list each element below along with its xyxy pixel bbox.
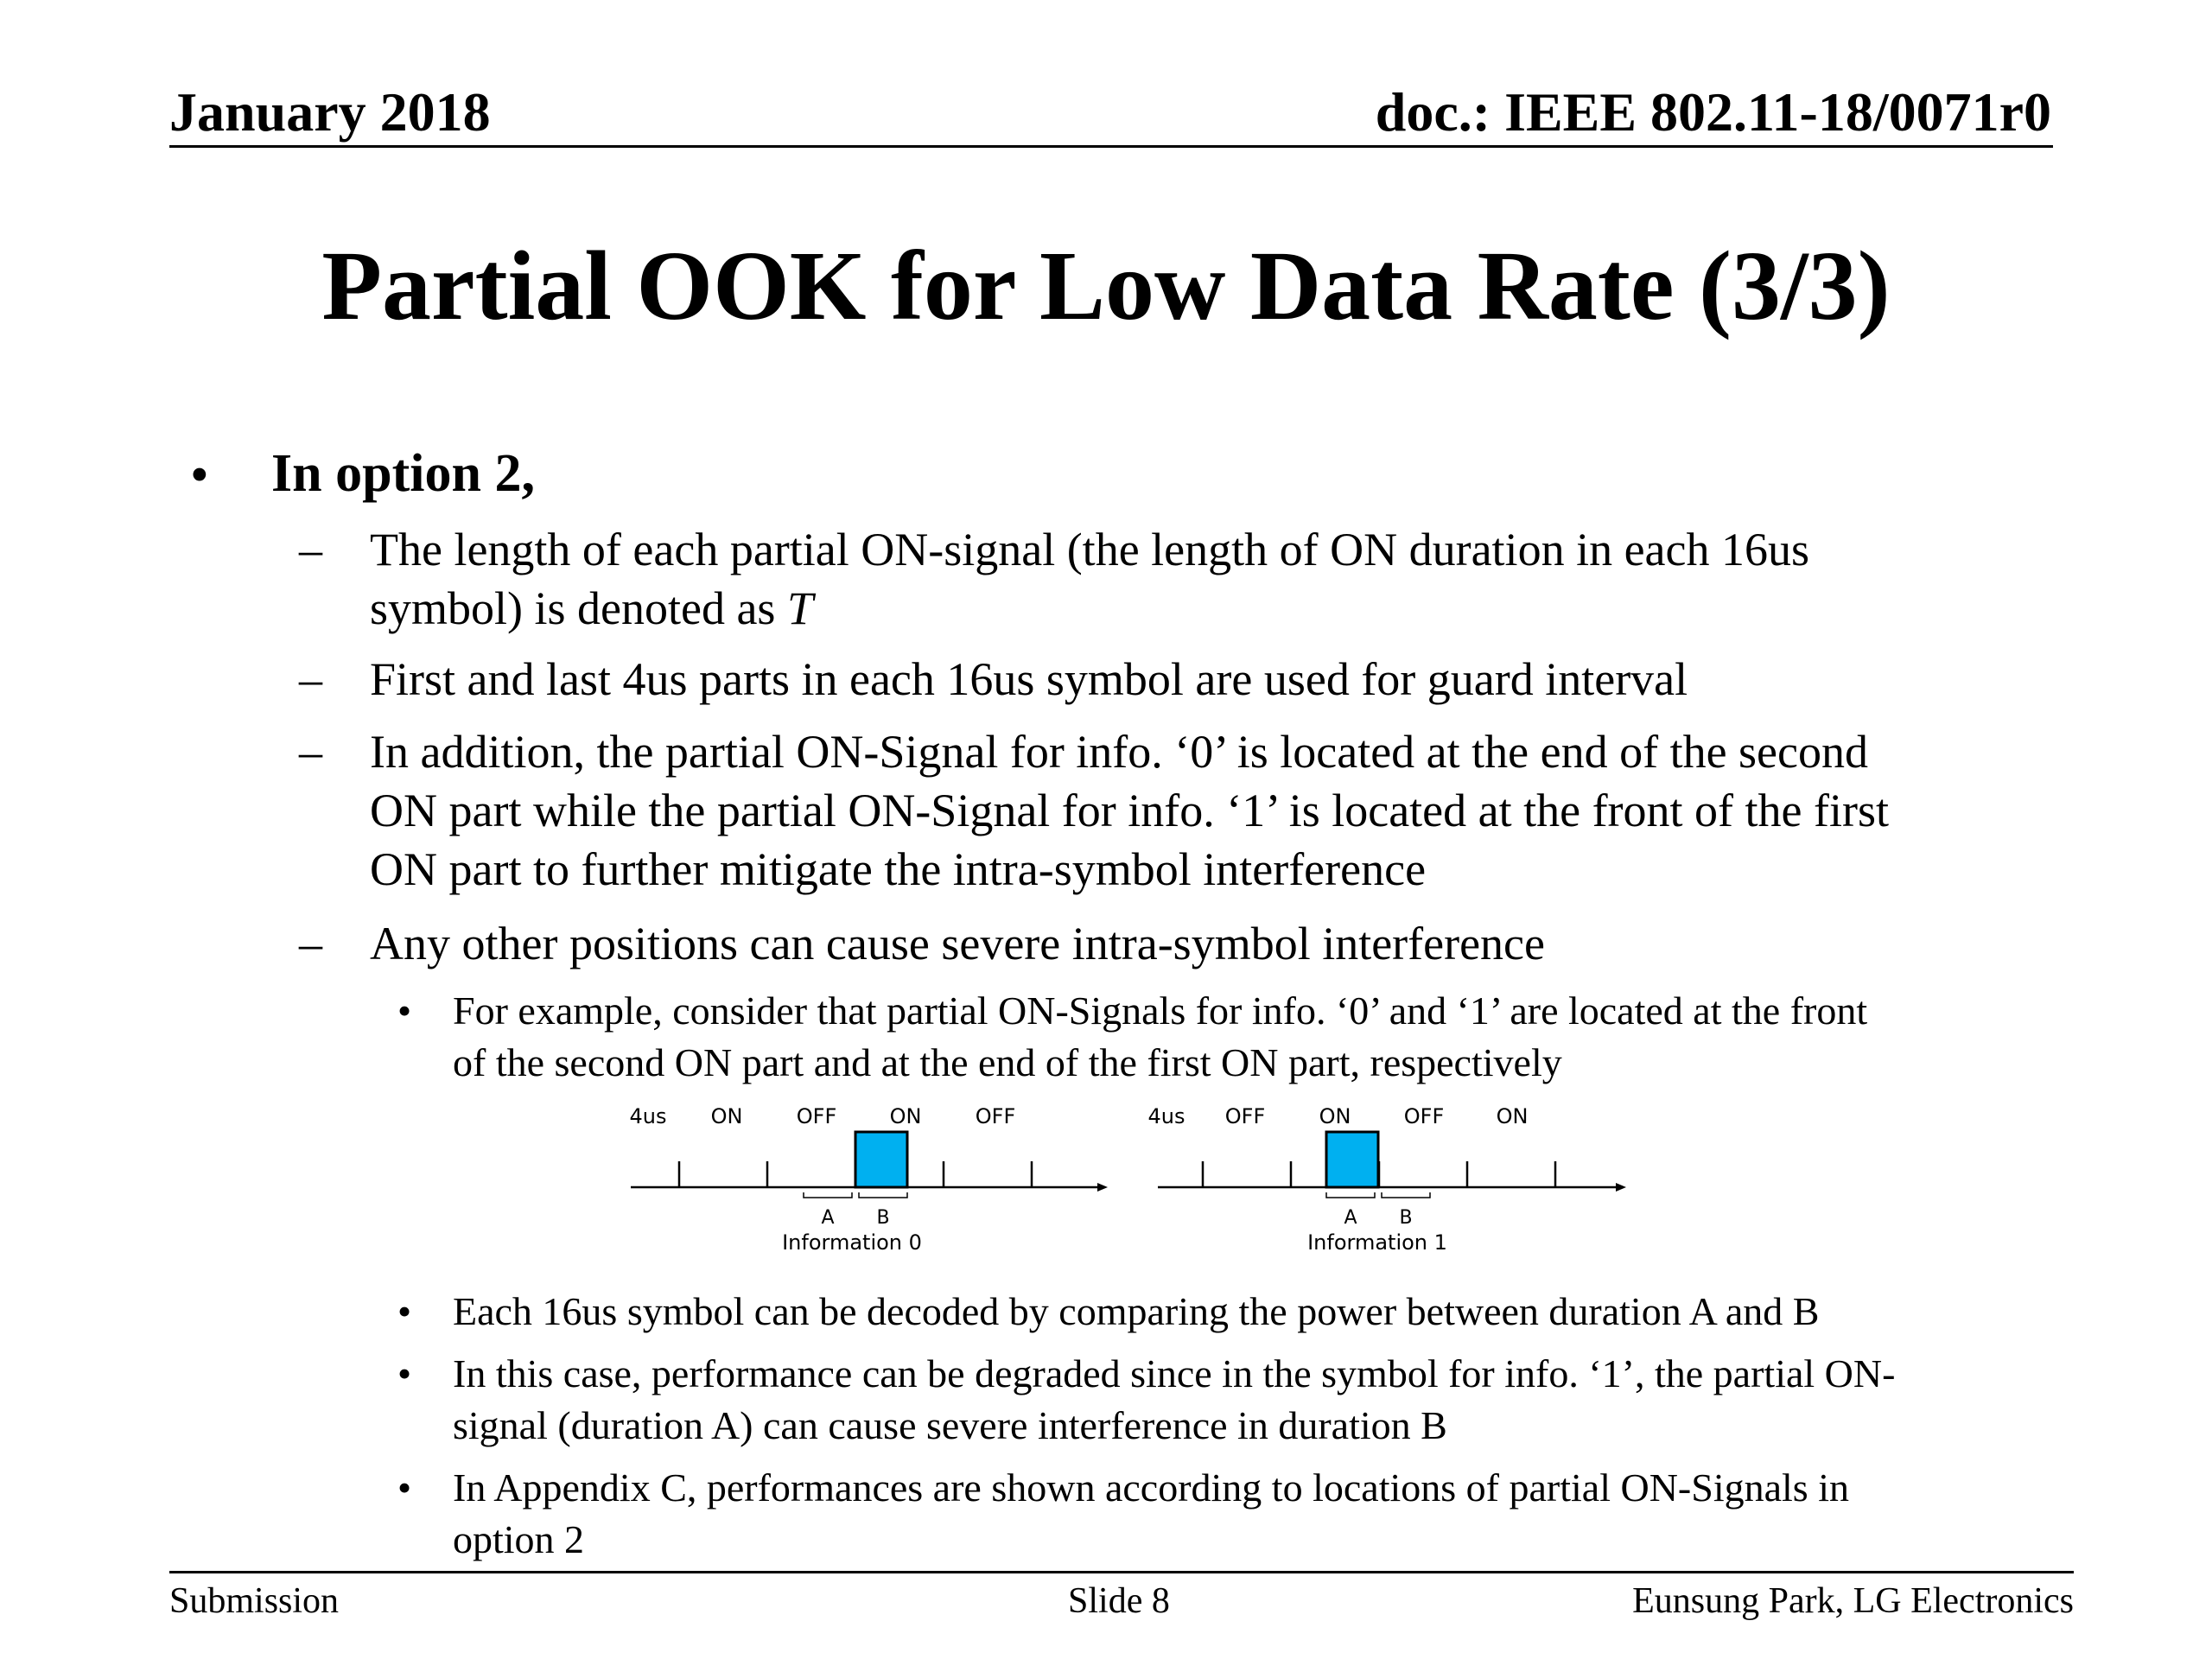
segment-label: ON	[1319, 1104, 1351, 1128]
ook-timing-diagram	[622, 1090, 1642, 1272]
bullet-glyph: •	[190, 446, 209, 505]
partial-on-pulse	[1326, 1132, 1378, 1187]
duration-a-brace	[1326, 1192, 1375, 1198]
item-line	[370, 579, 2063, 638]
sub-list-item	[453, 1462, 2077, 1566]
sub-list-item	[453, 985, 2077, 1089]
bullet-glyph: •	[397, 1351, 412, 1395]
item-line: For example, consider that partial ON-Signals for info. ‘0’ and ‘1’ are located at the front	[453, 988, 1868, 1033]
diagram-information-0	[630, 1104, 1108, 1255]
segment-label: OFF	[1224, 1104, 1266, 1128]
duration-b-label: B	[876, 1207, 890, 1229]
item-line: ON part while the partial ON-Signal for info. ‘1’ is located at the front of the first	[370, 785, 1889, 836]
item-line: option 2	[453, 1517, 585, 1561]
segment-label: OFF	[975, 1104, 1016, 1128]
bullet-glyph: •	[397, 1289, 412, 1333]
segment-label: 4us	[1147, 1104, 1185, 1128]
dash-glyph: –	[299, 726, 322, 778]
slide-title: Partial OOK for Low Data Rate (3/3)	[321, 231, 1891, 340]
footer-divider	[169, 1571, 2074, 1573]
list-item	[370, 722, 2063, 899]
diagram-caption: Information 1	[1307, 1230, 1447, 1255]
item-line: In Appendix C, performances are shown according to locations of partial ON-Signals in	[453, 1465, 1849, 1510]
item-text: symbol) is denoted as	[370, 582, 787, 634]
duration-a-brace	[804, 1192, 852, 1198]
item-line: Each 16us symbol can be decoded by comparing the power between duration A and B	[453, 1289, 1820, 1333]
item-line: signal (duration A) can cause severe interference in duration B	[453, 1403, 1447, 1447]
list-item	[370, 650, 2063, 709]
item-line: First and last 4us parts in each 16us symbol are used for guard interval	[370, 653, 1688, 705]
item-line: Any other positions can cause severe intra-symbol interference	[370, 918, 1545, 969]
dash-glyph: –	[299, 918, 322, 969]
item-line: of the second ON part and at the end of the first ON part, respectively	[453, 1040, 1562, 1084]
duration-a-label: A	[821, 1207, 835, 1229]
duration-b-brace	[859, 1192, 907, 1198]
arrow-head-icon	[1616, 1183, 1626, 1192]
footer-author: Eunsung Park, LG Electronics	[1632, 1581, 2074, 1621]
item-line: In addition, the partial ON-Signal for info. ‘0’ is located at the end of the second	[370, 726, 1868, 778]
sub-list-item	[453, 1348, 2077, 1452]
header-date: January 2018	[169, 81, 491, 143]
segment-label: OFF	[1403, 1104, 1445, 1128]
diagram-information-1	[1148, 1104, 1626, 1255]
duration-b-brace	[1382, 1192, 1430, 1198]
partial-on-pulse	[855, 1132, 907, 1187]
dash-glyph: –	[299, 524, 322, 575]
arrow-head-icon	[1097, 1183, 1108, 1192]
duration-a-label: A	[1344, 1207, 1357, 1229]
list-item	[370, 520, 2063, 638]
segment-label: ON	[889, 1104, 922, 1128]
item-line: ON part to further mitigate the intra-symbol interference	[370, 843, 1427, 895]
sub-list-item	[453, 1286, 2077, 1338]
item-line: In this case, performance can be degraded since in the symbol for info. ‘1’, the partial ON-	[453, 1351, 1896, 1395]
list-item	[370, 914, 2063, 973]
segment-label: ON	[1496, 1104, 1529, 1128]
segment-label: OFF	[796, 1104, 837, 1128]
duration-b-label: B	[1399, 1207, 1413, 1229]
bullet-glyph: •	[397, 1465, 412, 1510]
item-line: The length of each partial ON-signal (the length of ON duration in each 16us	[370, 524, 1809, 575]
dash-glyph: –	[299, 653, 322, 705]
slide-number: Slide 8	[1068, 1581, 1170, 1621]
symbol-t: T	[786, 582, 813, 634]
segment-label: ON	[710, 1104, 743, 1128]
diagram-caption: Information 0	[782, 1230, 922, 1255]
bullet-glyph: •	[397, 988, 412, 1033]
footer-submission: Submission	[169, 1581, 340, 1621]
option-heading: In option 2,	[271, 444, 535, 503]
header-doc-id: doc.: IEEE 802.11-18/0071r0	[1375, 81, 2051, 143]
header-divider	[169, 145, 2053, 148]
segment-label: 4us	[629, 1104, 667, 1128]
